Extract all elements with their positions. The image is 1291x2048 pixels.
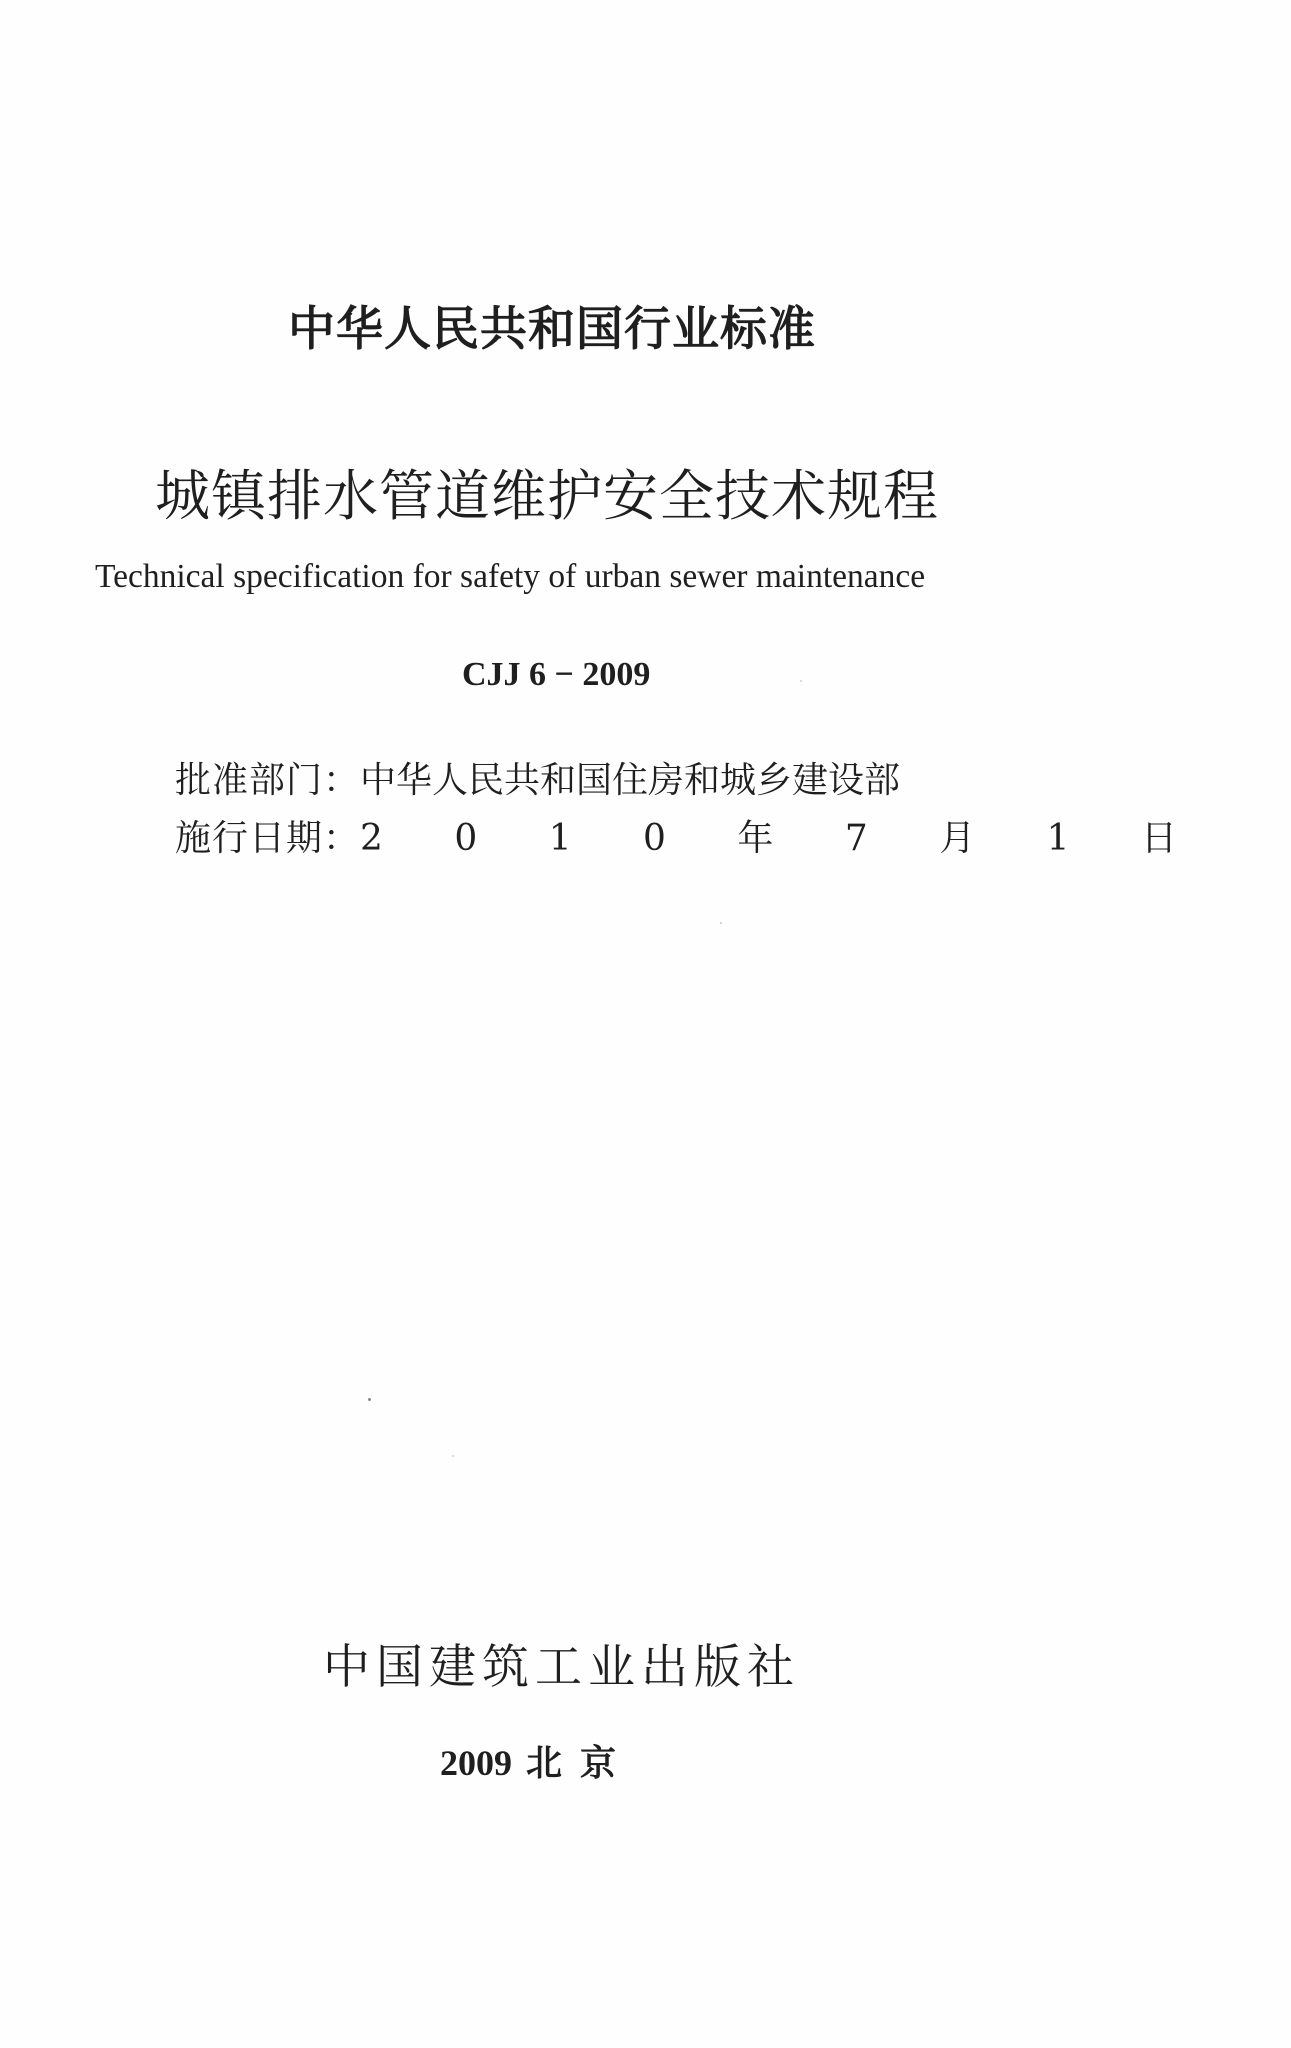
publication-year-place [440, 1735, 634, 1786]
series-title: 中华人民共和国行业标准 [288, 302, 816, 357]
publication-city: 北京 [526, 1743, 635, 1784]
scan-speck [800, 680, 802, 682]
english-title: Technical specification for safety of urban sewer maintenance [95, 558, 926, 595]
approval-department-row [175, 752, 900, 803]
publication-year: 2009 [440, 1743, 512, 1783]
effective-date-row [175, 810, 1207, 861]
effective-date-label: 施行日期： [175, 818, 361, 859]
chinese-title: 城镇排水管道维护安全技术规程 [155, 464, 940, 528]
effective-date-value: 2 0 1 0 年 7 月 1 日 [360, 818, 1207, 859]
scan-speck [720, 922, 722, 924]
approval-department-label: 批准部门： [175, 760, 361, 801]
standard-code: CJJ 6 − 2009 [462, 656, 651, 693]
publisher-name: 中国建筑工业出版社 [323, 1640, 800, 1695]
scan-speck [368, 1398, 371, 1401]
scan-speck [452, 1455, 454, 1457]
approval-department-value: 中华人民共和国住房和城乡建设部 [360, 760, 901, 801]
